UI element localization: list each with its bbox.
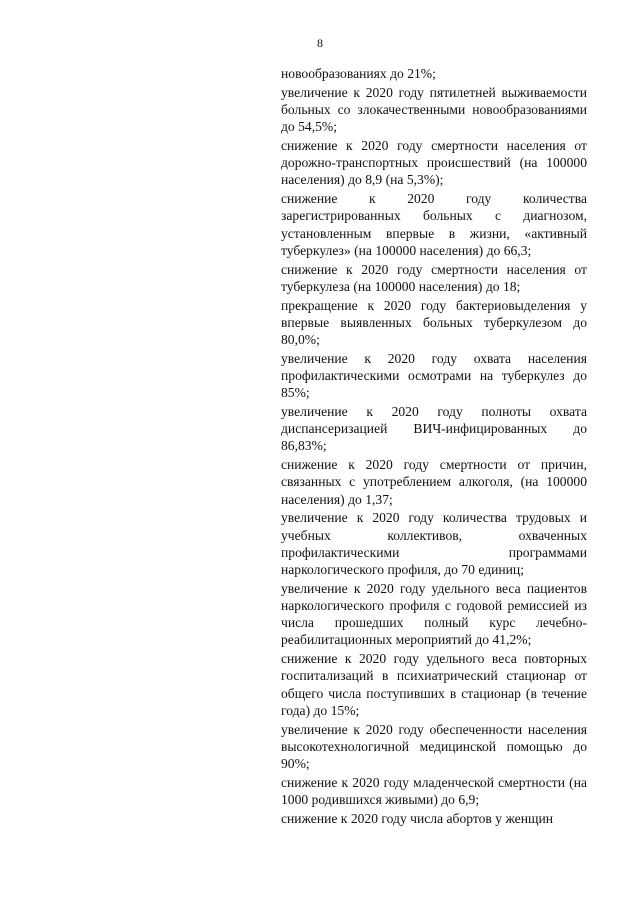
document-body: [281, 65, 587, 827]
list-item: снижение к 2020 году смертности от причин, связанных с употреблением алкоголя, (на 100000 населения) до 1,37;: [281, 457, 587, 507]
list-item: увеличение к 2020 году охвата населения профилактическими осмотрами на туберкулез до 85%;: [281, 350, 587, 401]
list-item: снижение к 2020 году смертности населения от туберкулеза (на 100000 населения) до 18;: [281, 261, 587, 294]
list-item: увеличение к 2020 году пятилетней выживаемости больных со злокачественными новообразованиями до 54,5%;: [281, 84, 587, 135]
page-number: 8: [317, 36, 323, 50]
list-item: снижение к 2020 году числа абортов у женщин: [281, 810, 553, 826]
list-item: увеличение к 2020 году количества трудовых и учебных коллективов, охваченных профилактическими программами наркологического профиля, до 70 единиц;: [281, 510, 587, 578]
continued-paragraph: новообразованиях до 21%;: [281, 66, 436, 81]
list-item: прекращение к 2020 году бактериовыделения у впервые выявленных больных туберкулезом до 80,0%;: [281, 297, 587, 348]
list-item: снижение к 2020 году количества зарегистрированных больных с диагнозом, установленным впервые в жизни, «активный туберкулез» (на 100000 населения) до 66,3;: [281, 191, 587, 258]
list-item: увеличение к 2020 году обеспеченности населения высокотехнологичной медицинской помощью до 90%;: [281, 721, 587, 772]
list-item: снижение к 2020 году младенческой смертности (на 1000 родившихся живыми) до 6,9;: [281, 774, 587, 808]
list-item: увеличение к 2020 году удельного веса пациентов наркологического профиля с годовой ремиссией из числа прошедших полный курс лечебно-реабилитационных мероприятий до 41,2%;: [281, 580, 587, 648]
list-item: увеличение к 2020 году полноты охвата диспансеризацией ВИЧ-инфицированных до 86,83%;: [281, 404, 587, 454]
list-item: снижение к 2020 году удельного веса повторных госпитализаций в психиатрический стационар от общего числа поступивших в стационар (в течение года) до 15%;: [281, 651, 587, 718]
list-item: снижение к 2020 году смертности населения от дорожно-транспортных происшествий (на 100000 населения) до 8,9 (на 5,3%);: [281, 138, 587, 188]
